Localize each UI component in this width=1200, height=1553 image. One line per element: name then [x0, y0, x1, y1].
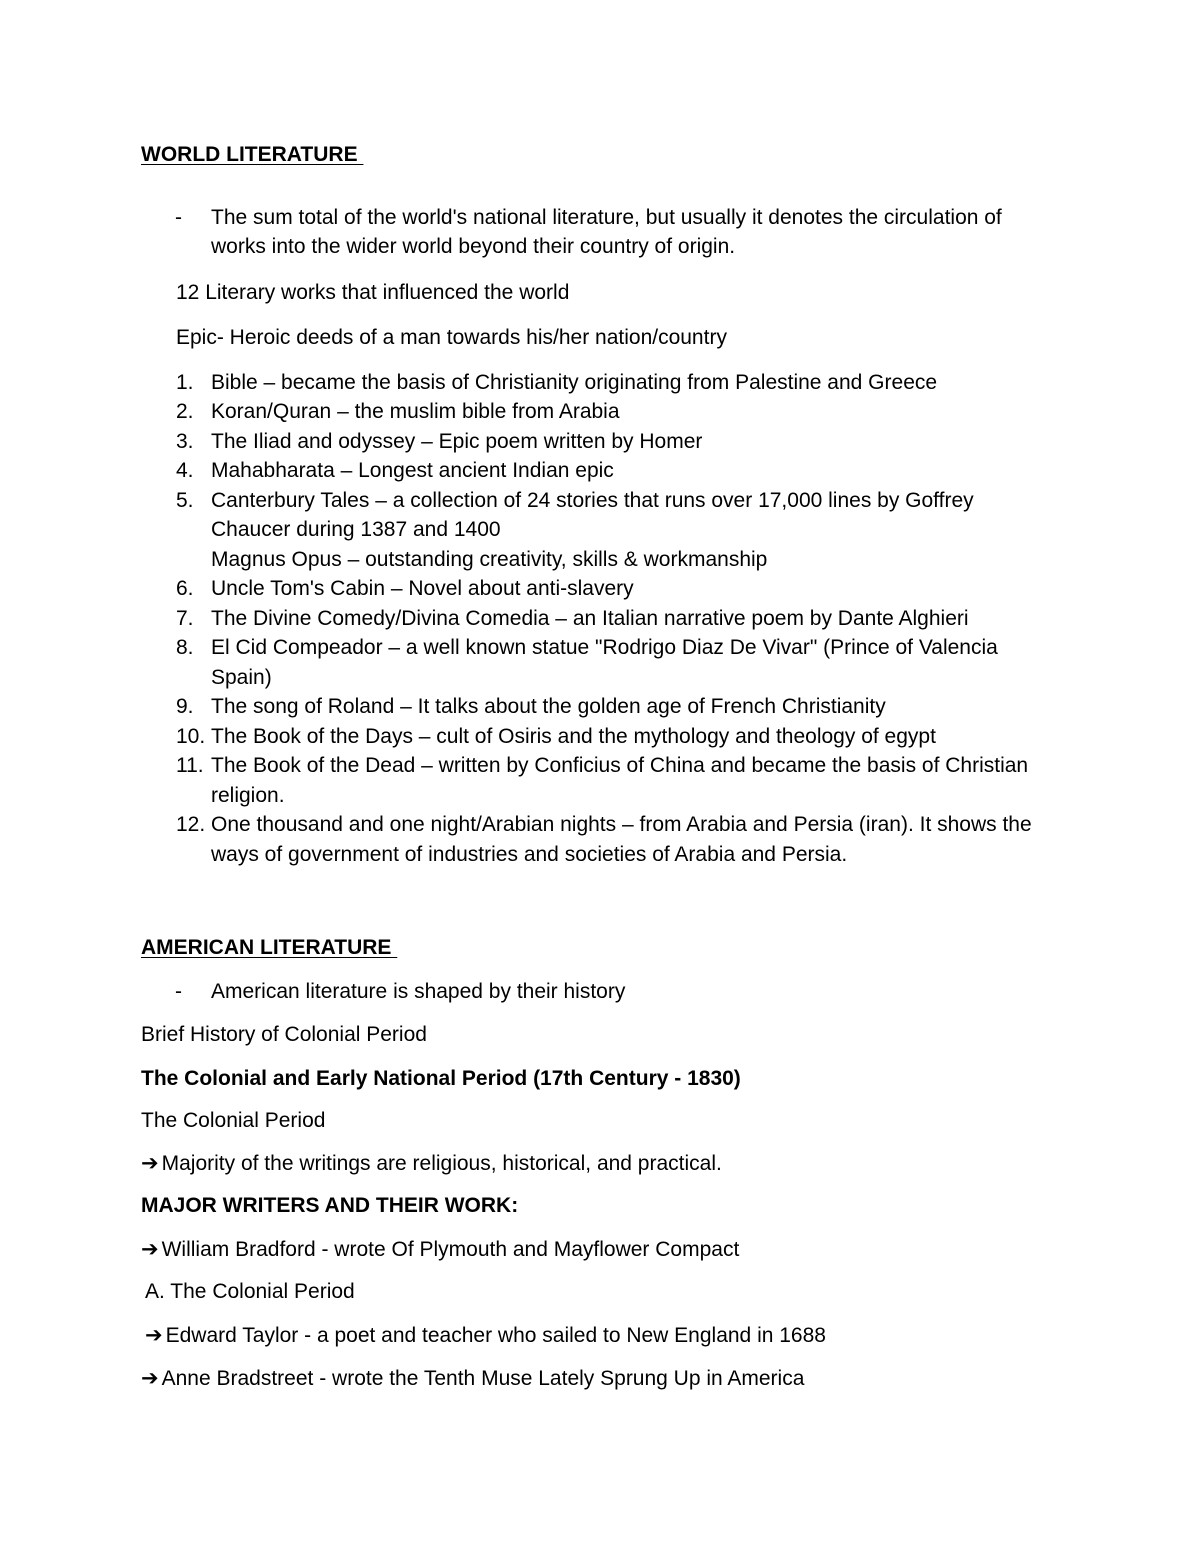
- epic-definition: Epic- Heroic deeds of a man towards his/her nation/country: [176, 326, 727, 349]
- writer-bradford: ➔ William Bradford - wrote Of Plymouth and Mayflower Compact: [141, 1237, 740, 1261]
- list-item-subline: Magnus Opus – outstanding creativity, skills & workmanship: [211, 547, 768, 571]
- world-literature-heading: WORLD LITERATURE: [141, 143, 364, 166]
- list-item: 5. Canterbury Tales – a collection of 24 stories that runs over 17,000 lines by Goffrey Chaucer during 1387 and 1400 Magnus Opus – outstanding creativity, skills & workmanship: [176, 488, 974, 571]
- arrow-icon: ➔: [141, 1367, 159, 1390]
- literary-works-list: [176, 368, 1101, 870]
- dash-bullet: -: [175, 979, 182, 1003]
- arrow-icon: ➔: [141, 1237, 159, 1261]
- list-item: 7. The Divine Comedy/Divina Comedia – an Italian narrative poem by Dante Alghieri: [176, 606, 969, 630]
- writer-bradstreet: ➔ Anne Bradstreet - wrote the Tenth Muse Lately Sprung Up in America: [141, 1367, 805, 1390]
- majority-note: ➔ Majority of the writings are religious, historical, and practical.: [141, 1151, 722, 1175]
- brief-history-label: Brief History of Colonial Period: [141, 1023, 427, 1046]
- list-item: 9. The song of Roland – It talks about the golden age of French Christianity: [176, 695, 886, 718]
- list-item: 2. Koran/Quran – the muslim bible from Arabia: [176, 400, 620, 423]
- definition-text: The sum total of the world's national literature, but usually it denotes the circulation of works into the wider world beyond their country of origin.: [211, 205, 1002, 258]
- major-writers-heading: MAJOR WRITERS AND THEIR WORK:: [141, 1194, 519, 1217]
- document-page: [141, 140, 1101, 1394]
- list-item: 3. The Iliad and odyssey – Epic poem written by Homer: [176, 429, 703, 453]
- american-literature-heading: AMERICAN LITERATURE: [141, 936, 398, 959]
- writer-taylor: ➔ Edward Taylor - a poet and teacher who sailed to New England in 1688: [145, 1323, 826, 1347]
- arrow-icon: ➔: [141, 1151, 159, 1175]
- list-item: 4. Mahabharata – Longest ancient Indian epic: [176, 459, 614, 482]
- list-item: 1. Bible – became the basis of Christianity originating from Palestine and Greece: [176, 370, 938, 394]
- list-item: 8. El Cid Compeador – a well known statue "Rodrigo Diaz De Vivar" (Prince of Valencia Spain): [176, 636, 998, 689]
- list-item: 12. One thousand and one night/Arabian nights – from Arabia and Persia (iran). It shows the ways of government of industries and societies of Arabia and Persia.: [176, 813, 1032, 866]
- definition-text: American literature is shaped by their history: [211, 979, 626, 1003]
- arrow-icon: ➔: [145, 1323, 163, 1347]
- period-title: The Colonial and Early National Period (17th Century - 1830): [141, 1066, 741, 1090]
- list-item: 11. The Book of the Dead – written by Conficius of China and became the basis of Christian religion.: [176, 754, 1029, 807]
- american-literature-definition: [175, 977, 1041, 1007]
- world-literature-definition: [175, 203, 1041, 262]
- section-a-label: A. The Colonial Period: [145, 1280, 355, 1303]
- dash-bullet: -: [175, 205, 182, 229]
- works-intro: 12 Literary works that influenced the world: [176, 280, 570, 304]
- colonial-period-label: The Colonial Period: [141, 1109, 326, 1132]
- list-item: 10. The Book of the Days – cult of Osiris and the mythology and theology of egypt: [176, 724, 936, 748]
- list-item: 6. Uncle Tom's Cabin – Novel about anti-slavery: [176, 577, 634, 600]
